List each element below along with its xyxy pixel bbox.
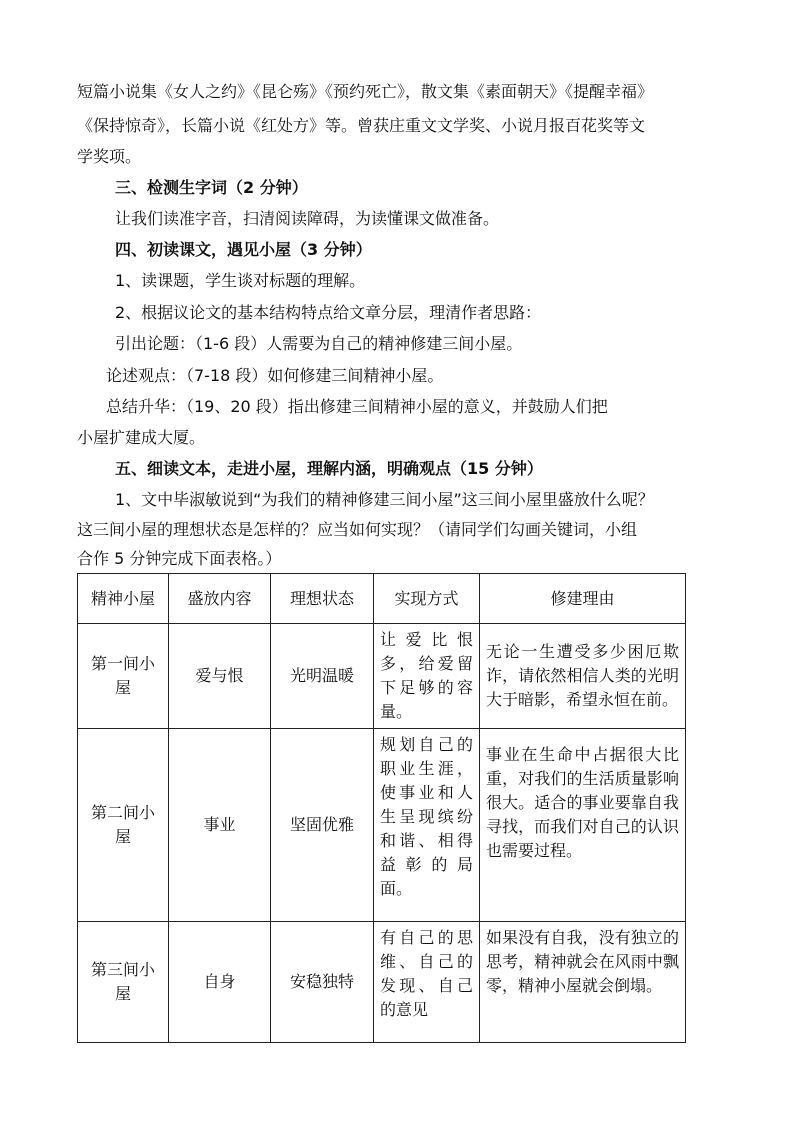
intro-line-1: 短篇小说集《女人之约》《昆仑殇》《预约死亡》，散文集《素面朝天》《提醒幸福》 — [77, 82, 654, 101]
section-3-text: 让我们读准字音，扫清阅读障碍，为读懂课文做准备。 — [115, 209, 500, 228]
row-3-content: 自身 — [169, 922, 271, 1043]
section-4-part-3-line-1: 总结升华：（19、20 段）指出修建三间精神小屋的意义，并鼓励人们把 — [106, 397, 608, 416]
row-2-reason: 事业在生命中占据很大比重，对我们的生活质量影响很大。适合的事业要靠自我寻找，而我们对自己的认识也需要过程。 — [480, 729, 686, 922]
header-cell-reason: 修建理由 — [480, 574, 686, 624]
row-1-content: 爱与恨 — [169, 624, 271, 729]
intro-line-2: 《保持惊奇》，长篇小说《红处方》等。曾获庄重文文学奖、小说月报百花奖等文 — [77, 116, 646, 135]
section-5-heading: 五、细读文本，走进小屋，理解内涵，明确观点（15 分钟） — [115, 459, 543, 478]
row-3-method: 有自己的思维、自己的发现、自己的意见 — [374, 922, 480, 1043]
row-2-method: 规划自己的职业生涯，使事业和人生呈现缤纷和谐、相得益彰的局面。 — [374, 729, 480, 922]
row-3-ideal-state: 安稳独特 — [271, 922, 374, 1043]
section-4-heading: 四、初读课文，遇见小屋（3 分钟） — [115, 240, 372, 259]
row-3-reason: 如果没有自我，没有独立的思考，精神就会在风雨中飘零，精神小屋就会倒塌。 — [480, 922, 686, 1043]
section-5-question-line-3: 合作 5 分钟完成下面表格。） — [77, 549, 282, 568]
table-row — [78, 922, 686, 1043]
table-row — [78, 624, 686, 729]
section-4-part-1: 引出论题：（1-6 段）人需要为自己的精神修建三间小屋。 — [115, 334, 523, 353]
header-cell-ideal-state: 理想状态 — [271, 574, 374, 624]
row-2-content: 事业 — [169, 729, 271, 922]
row-1-reason: 无论一生遭受多少困厄欺诈，请依然相信人类的光明大于暗影，希望永恒在前。 — [480, 624, 686, 729]
section-4-item-2: 2、根据议论文的基本结构特点给文章分层，理清作者思路： — [115, 303, 542, 322]
header-cell-content: 盛放内容 — [169, 574, 271, 624]
section-4-part-2: 论述观点：（7-18 段）如何修建三间精神小屋。 — [106, 366, 444, 385]
section-4-item-1: 1、读课题，学生谈对标题的理解。 — [115, 271, 366, 290]
spirit-houses-table — [77, 573, 686, 1043]
header-cell-method: 实现方式 — [374, 574, 480, 624]
row-1-house: 第一间小屋 — [78, 624, 169, 729]
row-1-method: 让爱比恨多，给爱留下足够的容量。 — [374, 624, 480, 729]
row-2-ideal-state: 坚固优雅 — [271, 729, 374, 922]
header-cell-house: 精神小屋 — [78, 574, 169, 624]
section-4-part-3-line-2: 小屋扩建成大厦。 — [77, 428, 206, 447]
row-3-house: 第三间小屋 — [78, 922, 169, 1043]
section-3-heading: 三、检测生字词（2 分钟） — [115, 178, 308, 197]
row-1-ideal-state: 光明温暖 — [271, 624, 374, 729]
intro-line-3: 学奖项。 — [77, 147, 142, 166]
row-2-house: 第二间小屋 — [78, 729, 169, 922]
section-5-question-line-2: 这三间小屋的理想状态是怎样的？应当如何实现？（请同学们勾画关键词，小组 — [77, 520, 638, 539]
table-header-row — [78, 574, 686, 624]
section-5-question-line-1: 1、文中毕淑敏说到“为我们的精神修建三间小屋”这三间小屋里盛放什么呢？ — [115, 490, 654, 509]
table-row — [78, 729, 686, 922]
